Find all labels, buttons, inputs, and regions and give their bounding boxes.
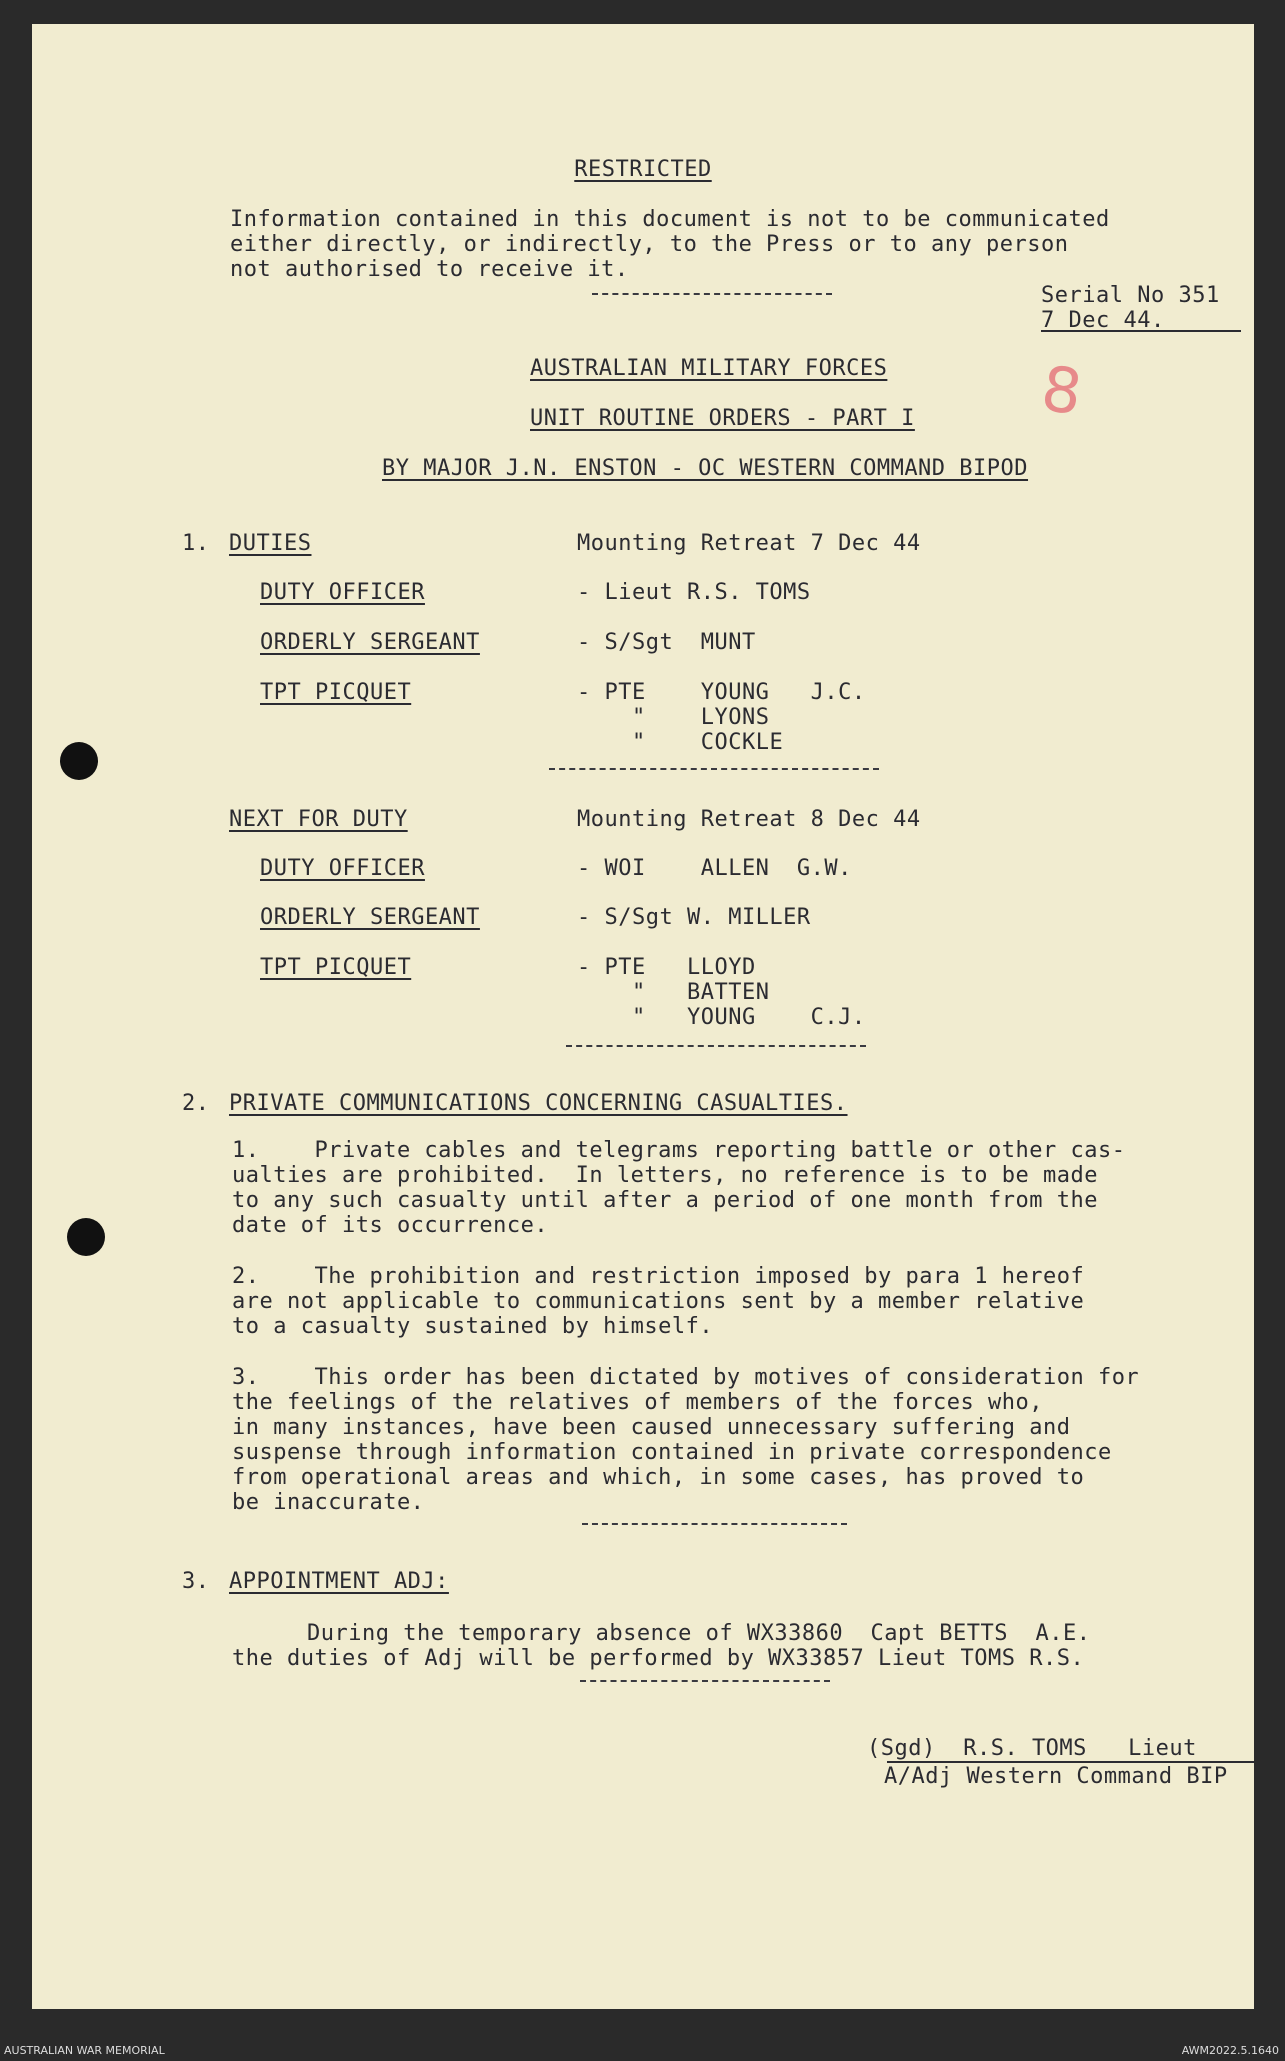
notice-line: either directly, or indirectly, to the Press or to any person xyxy=(230,232,1069,257)
paragraph-line: the feelings of the relatives of members of the forces who, xyxy=(232,1390,1043,1415)
paragraph-line: date of its occurrence. xyxy=(232,1213,549,1238)
signature-line: A/Adj Western Command BIP xyxy=(884,1764,1228,1789)
section-heading: PRIVATE COMMUNICATIONS CONCERNING CASUALTIES. xyxy=(229,1091,848,1116)
separator-rule xyxy=(592,293,832,295)
serial-underline xyxy=(1041,330,1241,332)
paragraph-line: be inaccurate. xyxy=(232,1490,425,1515)
footer-source: AUSTRALIAN WAR MEMORIAL xyxy=(4,2044,165,2057)
punch-hole xyxy=(60,742,98,780)
footer-reference: AWM2022.5.1640 xyxy=(1181,2044,1279,2057)
section-number: 1. xyxy=(182,531,210,556)
paragraph-line: to a casualty sustained by himself. xyxy=(232,1314,714,1339)
picquet-name: " COCKLE xyxy=(632,730,784,755)
title-line: UNIT ROUTINE ORDERS - PART I xyxy=(530,406,915,431)
paragraph-line: 3. This order has been dictated by motives of consideration for xyxy=(232,1365,1140,1390)
signature-underline xyxy=(887,1761,1254,1763)
punch-hole xyxy=(67,1218,105,1256)
document-page xyxy=(32,24,1254,2009)
duty-value: - Lieut R.S. TOMS xyxy=(577,580,811,605)
paragraph-line: 1. Private cables and telegrams reporting battle or other cas- xyxy=(232,1138,1126,1163)
notice-line: Information contained in this document is not to be communicated xyxy=(230,207,1110,232)
duty-label: DUTY OFFICER xyxy=(260,856,425,881)
mounting-text: Mounting Retreat 7 Dec 44 xyxy=(577,531,921,556)
paragraph-line: are not applicable to communications sent by a member relative xyxy=(232,1289,1085,1314)
signature-line: (Sgd) R.S. TOMS Lieut xyxy=(867,1736,1197,1761)
duty-label: ORDERLY SERGEANT xyxy=(260,905,480,930)
picquet-name: " BATTEN xyxy=(632,980,770,1005)
serial-number: Serial No 351 xyxy=(1041,283,1220,308)
next-heading: NEXT FOR DUTY xyxy=(229,807,408,832)
duty-label: DUTY OFFICER xyxy=(260,580,425,605)
separator-rule xyxy=(582,1523,847,1525)
paragraph-line: suspense through information contained in private correspondence xyxy=(232,1440,1112,1465)
folio-mark: 8 xyxy=(1037,351,1087,430)
picquet-name: " YOUNG C.J. xyxy=(632,1005,866,1030)
section-number: 3. xyxy=(182,1569,210,1594)
duty-value: - S/Sgt W. MILLER xyxy=(577,905,811,930)
paragraph-line: 2. The prohibition and restriction imposed by para 1 hereof xyxy=(232,1264,1085,1289)
paragraph-line: During the temporary absence of WX33860 Capt BETTS A.E. xyxy=(307,1621,1091,1646)
duty-value: - WOI ALLEN G.W. xyxy=(577,856,852,881)
duty-value: - PTE LLOYD xyxy=(577,955,756,980)
duty-value: - PTE YOUNG J.C. xyxy=(577,680,866,705)
serial-date: 7 Dec 44. xyxy=(1041,308,1165,333)
paragraph-line: ualties are prohibited. In letters, no reference is to be made xyxy=(232,1163,1098,1188)
duty-value: - S/Sgt MUNT xyxy=(577,630,756,655)
picquet-name: " LYONS xyxy=(632,705,770,730)
duty-label: TPT PICQUET xyxy=(260,680,412,705)
separator-rule xyxy=(566,1045,866,1047)
notice-line: not authorised to receive it. xyxy=(230,257,629,282)
duties-heading: DUTIES xyxy=(229,531,312,556)
duty-label: ORDERLY SERGEANT xyxy=(260,630,480,655)
mounting-text: Mounting Retreat 8 Dec 44 xyxy=(577,807,921,832)
paragraph-line: the duties of Adj will be performed by WX33857 Lieut TOMS R.S. xyxy=(232,1646,1085,1671)
paragraph-line: in many instances, have been caused unnecessary suffering and xyxy=(232,1415,1071,1440)
restricted-heading: RESTRICTED xyxy=(574,157,712,182)
paragraph-line: from operational areas and which, in some cases, has proved to xyxy=(232,1465,1085,1490)
duty-label: TPT PICQUET xyxy=(260,955,412,980)
separator-rule xyxy=(580,1680,830,1682)
section-heading: APPOINTMENT ADJ: xyxy=(229,1569,449,1594)
paragraph-line: to any such casualty until after a period of one month from the xyxy=(232,1188,1098,1213)
title-line: AUSTRALIAN MILITARY FORCES xyxy=(530,356,888,381)
title-line: BY MAJOR J.N. ENSTON - OC WESTERN COMMAND BIPOD xyxy=(382,456,1029,481)
separator-rule xyxy=(549,768,879,770)
section-number: 2. xyxy=(182,1091,210,1116)
